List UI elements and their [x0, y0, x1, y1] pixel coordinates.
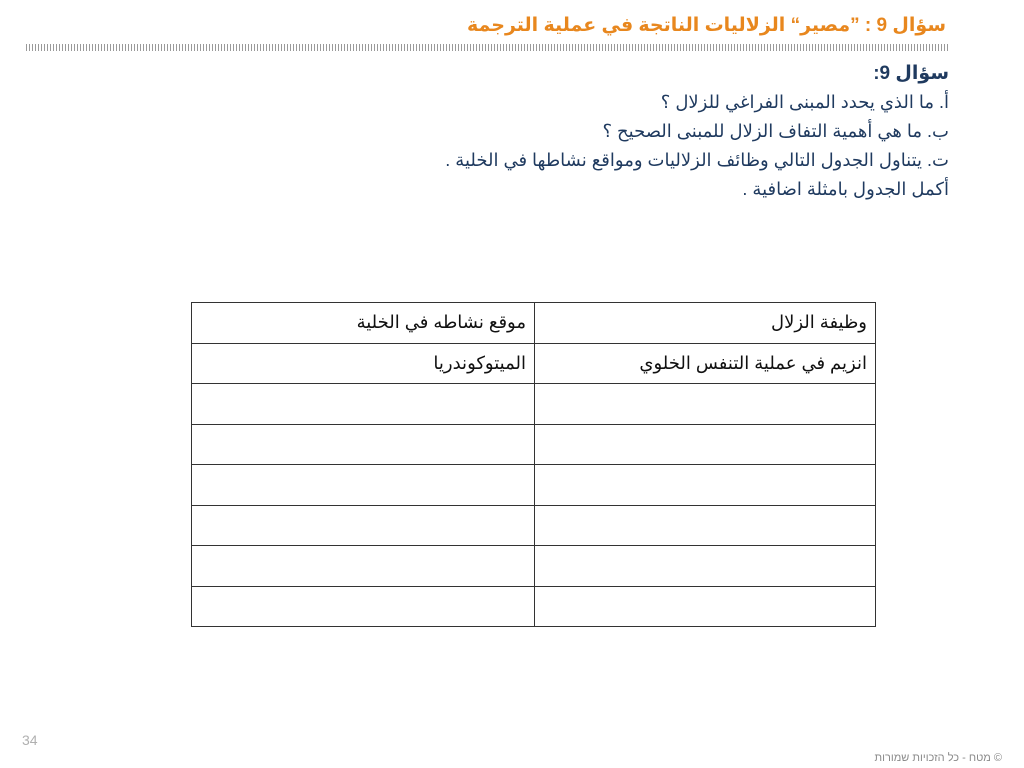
table-cell-location	[192, 586, 535, 627]
table-header-row	[192, 303, 876, 344]
table-row	[192, 465, 876, 506]
slide-title: سؤال 9 : ”مصير“ الزلاليات الناتجة في عملية الترجمة	[466, 15, 946, 36]
table-cell-location	[192, 465, 535, 506]
question-line-c: ت. يتناول الجدول التالي وظائف الزلاليات ومواقع نشاطها في الخلية .	[445, 150, 949, 170]
table-cell-function	[535, 465, 876, 506]
header-activity-location: موقع نشاطه في الخلية	[192, 303, 535, 344]
protein-function-table	[191, 302, 876, 627]
table-cell-function	[535, 546, 876, 587]
page-number: 34	[22, 732, 38, 748]
table-cell-location	[192, 505, 535, 546]
table-row	[192, 343, 876, 384]
table-cell-function	[535, 384, 876, 425]
question-block	[329, 60, 949, 204]
copyright-notice: © מטח - כל הזכויות שמורות	[874, 752, 1002, 764]
table-cell-function	[535, 586, 876, 627]
table-cell-function	[535, 424, 876, 465]
question-instruction: أكمل الجدول بامثلة اضافية .	[742, 179, 949, 199]
table-cell-location	[192, 384, 535, 425]
table-cell-location: الميتوكوندريا	[192, 343, 535, 384]
table-row	[192, 505, 876, 546]
table-cell-function	[535, 505, 876, 546]
header-protein-function: وظيفة الزلال	[535, 303, 876, 344]
table-row	[192, 586, 876, 627]
table-row	[192, 384, 876, 425]
table-cell-location	[192, 424, 535, 465]
table-row	[192, 424, 876, 465]
title-divider	[26, 44, 948, 51]
table-cell-function: انزيم في عملية التنفس الخلوي	[535, 343, 876, 384]
table-cell-location	[192, 546, 535, 587]
question-heading: سؤال 9:	[873, 63, 949, 84]
question-line-a: أ. ما الذي يحدد المبنى الفراغي للزلال ؟	[660, 92, 949, 112]
table-row	[192, 546, 876, 587]
question-line-b: ب. ما هي أهمية التفاف الزلال للمبنى الصحيح ؟	[602, 121, 949, 141]
